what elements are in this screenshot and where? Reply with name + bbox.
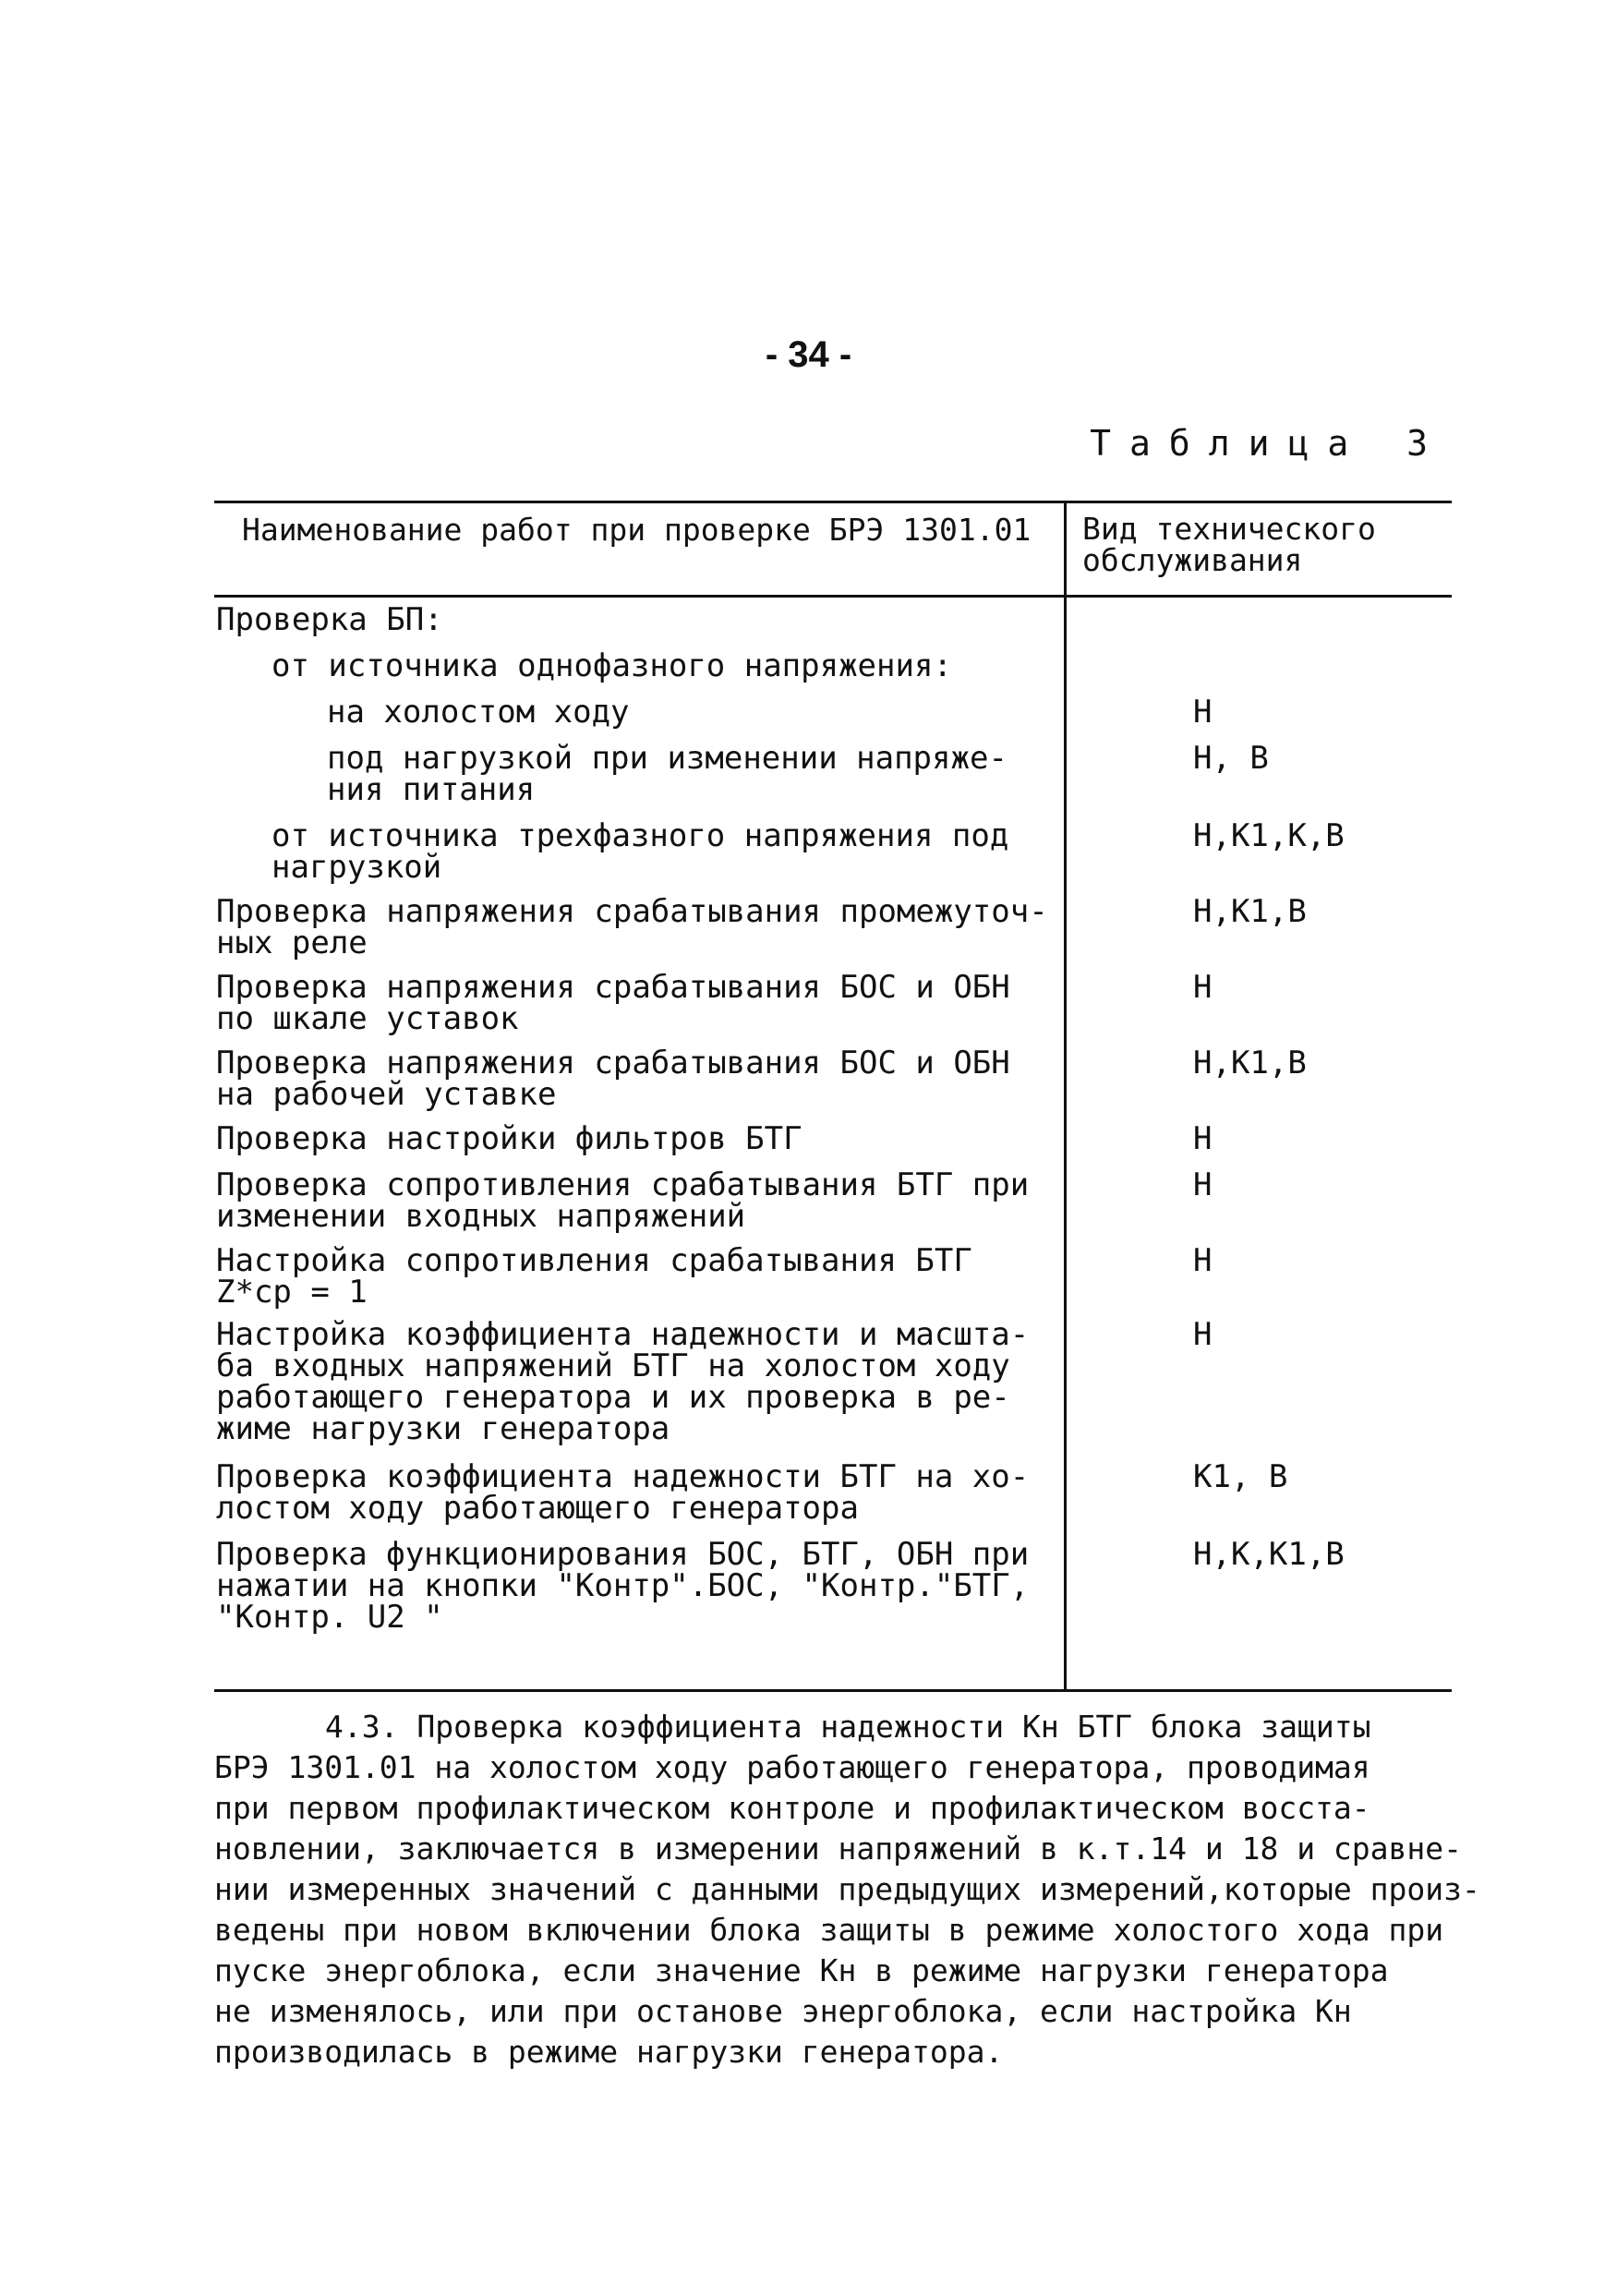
work-name-cell: Проверка напряжения срабатывания БОС и ОБН на рабочей уставке [216, 1045, 1010, 1113]
work-name-cell: Проверка БП: [216, 601, 443, 638]
body-paragraph [214, 1707, 1507, 2072]
service-type-cell: Н [1193, 1242, 1213, 1279]
table-caption: Таблица 3 [1090, 423, 1446, 464]
table-column-divider [1064, 501, 1067, 1692]
work-name-cell: Проверка напряжения срабатывания БОС и ОБН по шкале уставок [216, 969, 1010, 1037]
table-header-rule [214, 595, 1452, 598]
table-top-rule [214, 501, 1452, 503]
paragraph-line: ведены при новом включении блока защиты в режиме холостого хода при [214, 1912, 1444, 1948]
paragraph-line: 4.3. Проверка коэффициента надежности Кн БТГ блока защиты [325, 1709, 1371, 1745]
paragraph-line: не изменялось, или при останове энергоблока, если настройка Кн [214, 1993, 1352, 2029]
work-name-cell: от источника однофазного напряжения: [272, 647, 952, 684]
work-name-cell: Проверка настройки фильтров БТГ [216, 1120, 802, 1157]
paragraph-line: при первом профилактическом контроле и профилактическом восста- [214, 1790, 1370, 1826]
work-name-cell: Проверка функционирования БОС, БТГ, ОБН при нажатии на кнопки "Контр".БОС, "Контр."БТГ, "Контр. U2 " [216, 1536, 1030, 1636]
service-type-cell: Н [1193, 1120, 1213, 1157]
service-type-cell: Н [1193, 694, 1213, 731]
header-work-name: Наименование работ при проверке БРЭ 1301.01 [242, 512, 1032, 548]
maintenance-table [214, 501, 1452, 1692]
service-type-cell: Н [1193, 1166, 1213, 1203]
work-name-cell: Проверка сопротивления срабатывания БТГ при изменении входных напряжений [216, 1166, 1030, 1235]
header-service-type: Вид технического обслуживания [1082, 511, 1376, 578]
paragraph-line: пуске энергоблока, если значение Кн в режиме нагрузки генератора [214, 1952, 1389, 1988]
work-name-cell: Настройка сопротивления срабатывания БТГ Z*ср = 1 [216, 1242, 972, 1311]
paragraph-line: новлении, заключается в измерении напряжений в к.т.14 и 18 и сравне- [214, 1831, 1463, 1867]
work-name-cell: Настройка коэффициента надежности и масшта- ба входных напряжений БТГ на холостом ходу работающего генератора и их проверка в ре- жиме нагрузки генератора [216, 1316, 1030, 1447]
paragraph-line: производилась в режиме нагрузки генератора. [214, 2034, 1004, 2070]
paragraph-line: нии измеренных значений с данными предыдущих измерений,которые произ- [214, 1871, 1480, 1907]
work-name-cell: Проверка коэффициента надежности БТГ на хо- лостом ходу работающего генератора [216, 1458, 1030, 1527]
table-bottom-rule [214, 1689, 1452, 1692]
service-type-cell: К1, В [1193, 1458, 1288, 1495]
service-type-cell: Н,К1,К,В [1193, 817, 1345, 854]
work-name-cell: Проверка напряжения срабатывания промежуточ- ных реле [216, 893, 1048, 961]
work-name-cell: на холостом ходу [327, 694, 630, 731]
paragraph-line: БРЭ 1301.01 на холостом ходу работающего генератора, проводимая [214, 1749, 1370, 1785]
work-name-cell: под нагрузкой при изменении напряже- ния питания [327, 740, 1008, 808]
service-type-cell: Н [1193, 1316, 1213, 1353]
service-type-cell: Н, В [1193, 740, 1269, 777]
service-type-cell: Н,К1,В [1193, 1045, 1307, 1082]
service-type-cell: Н,К1,В [1193, 893, 1307, 930]
page-number: - 34 - [765, 334, 852, 375]
service-type-cell: Н [1193, 969, 1213, 1006]
work-name-cell: от источника трехфазного напряжения под нагрузкой [272, 817, 1009, 886]
service-type-cell: Н,К,К1,В [1193, 1536, 1345, 1573]
